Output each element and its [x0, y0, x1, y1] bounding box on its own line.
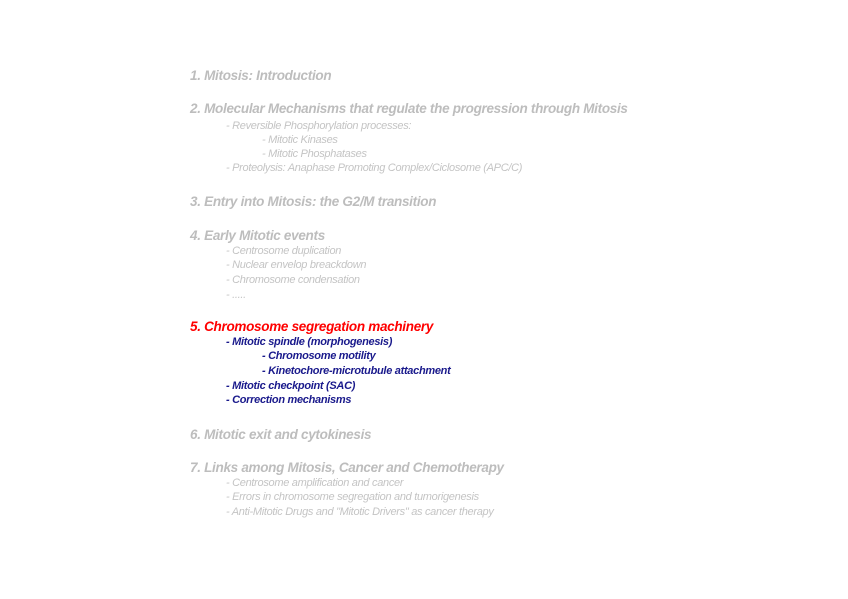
outline-subitem: - Nuclear envelop breackdown: [226, 259, 367, 271]
outline-subitem: - Chromosome condensation: [226, 274, 360, 286]
outline-subitem: - .....: [226, 289, 246, 301]
outline-subitem: - Anti-Mitotic Drugs and "Mitotic Drivers" as cancer therapy: [226, 506, 494, 518]
outline-subitem: - Mitotic checkpoint (SAC): [226, 380, 356, 392]
outline-subitem: - Errors in chromosome segregation and tumorigenesis: [226, 491, 479, 503]
outline-subitem: - Chromosome motility: [262, 350, 376, 362]
outline-subitem: - Proteolysis: Anaphase Promoting Complex/Ciclosome (APC/C): [226, 162, 523, 174]
outline-subitem: - Mitotic Phosphatases: [262, 148, 367, 160]
outline-subitem: - Centrosome duplication: [226, 245, 342, 257]
outline-subitem: - Mitotic Kinases: [262, 134, 338, 146]
outline-heading: 6. Mitotic exit and cytokinesis: [190, 427, 372, 442]
outline-heading: 1. Mitosis: Introduction: [190, 68, 332, 83]
outline-heading: 3. Entry into Mitosis: the G2/M transition: [190, 194, 437, 209]
outline-subitem: - Reversible Phosphorylation processes:: [226, 120, 412, 132]
outline-subitem: - Kinetochore-microtubule attachment: [262, 365, 451, 377]
outline-heading: 7. Links among Mitosis, Cancer and Chemotherapy: [190, 460, 504, 475]
outline-subitem: - Centrosome amplification and cancer: [226, 477, 404, 489]
outline-subitem: - Mitotic spindle (morphogenesis): [226, 336, 393, 348]
outline-heading: 4. Early Mitotic events: [190, 228, 325, 243]
outline-subitem: - Correction mechanisms: [226, 394, 352, 406]
outline-heading: 2. Molecular Mechanisms that regulate the progression through Mitosis: [190, 101, 628, 116]
outline-heading: 5. Chromosome segregation machinery: [190, 319, 434, 334]
